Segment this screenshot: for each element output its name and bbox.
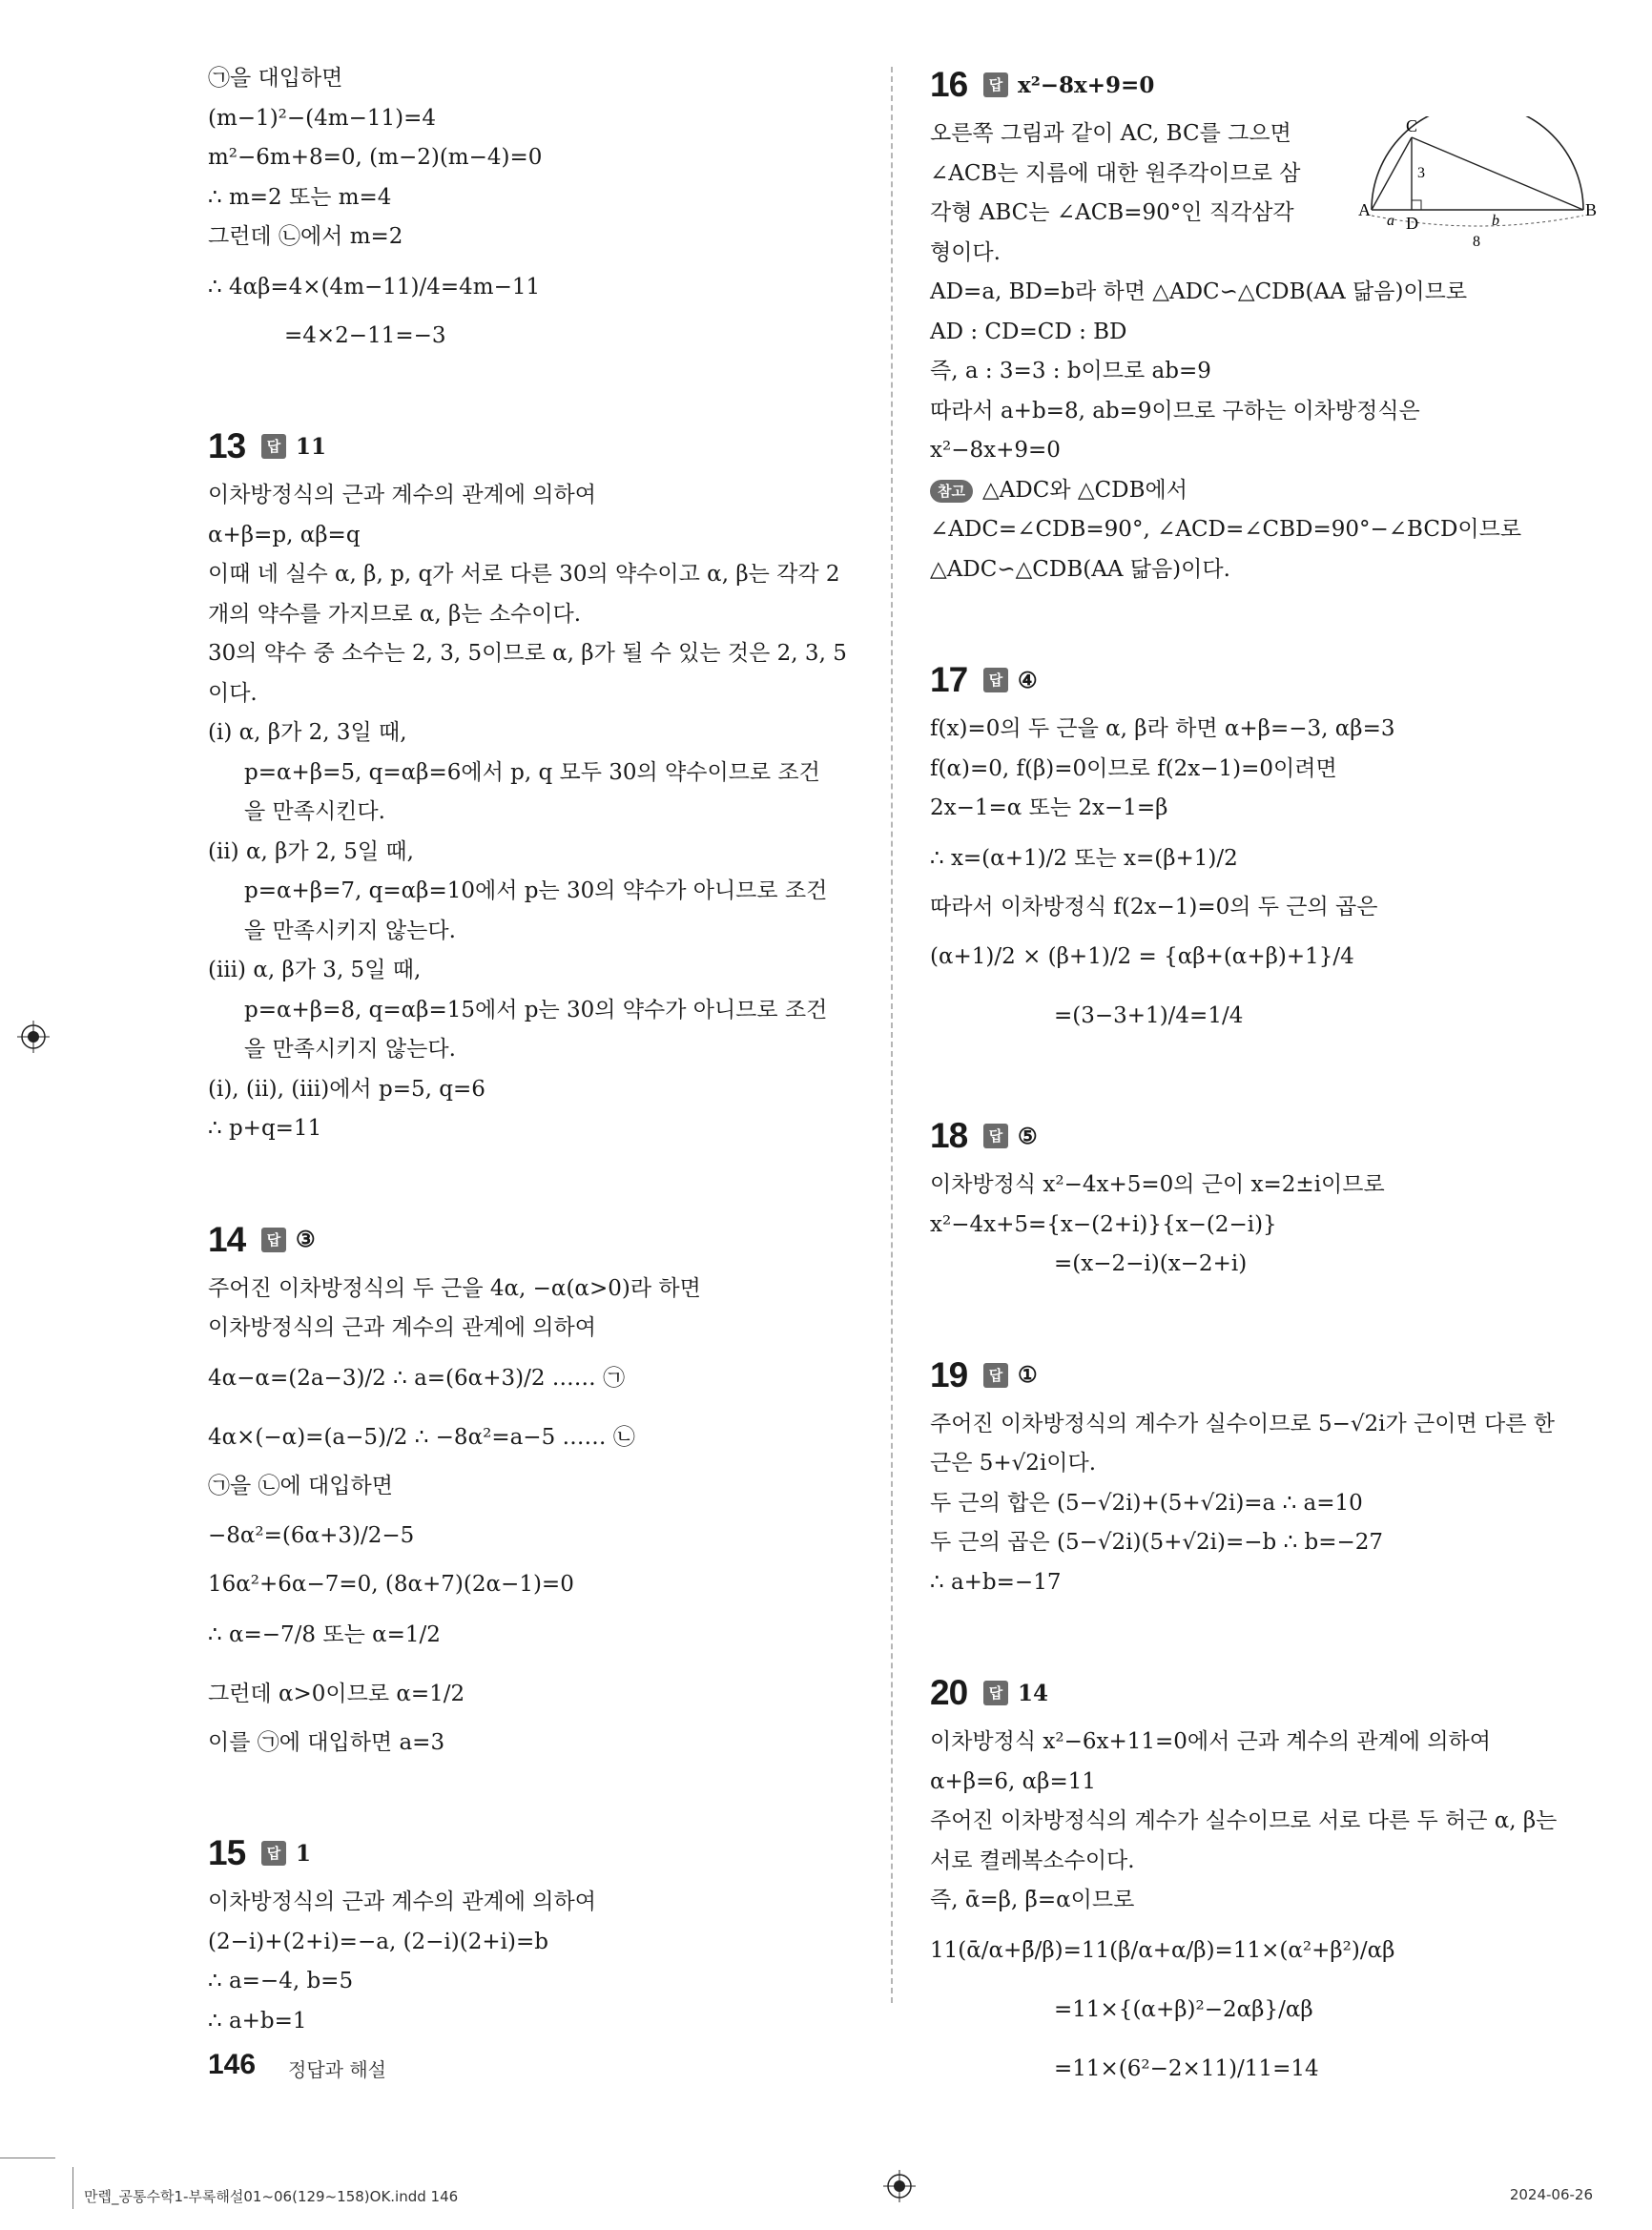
text-line: p=α+β=5, q=αβ=6에서 p, q 모두 30의 약수이므로 조건: [244, 759, 820, 785]
answer-value: x²−8x+9=0: [1018, 72, 1155, 98]
text-line: △ADC∽△CDB(AA 닮음)이다.: [930, 556, 1230, 582]
problem-20-header: [930, 1667, 1588, 1719]
text-line: 이차방정식 x²−6x+11=0에서 근과 계수의 관계에 의하여: [930, 1729, 1491, 1754]
text-line: ∴ p+q=11: [208, 1116, 322, 1141]
text-line: (ⅱ) α, β가 2, 5일 때,: [208, 838, 414, 864]
text-line: 11(ᾱ/α+β̄/β)=11(β/α+α/β)=11×(α²+β²)/αβ: [930, 1937, 1395, 1963]
answer-badge: 답: [261, 1841, 286, 1866]
text-line: =11×{(α+β)²−2αβ}/αβ: [1054, 1996, 1313, 2022]
text-line: 즉, a : 3=3 : b이므로 ab=9: [930, 359, 1211, 383]
text-line: m²−6m+8=0, (m−2)(m−4)=0: [208, 145, 543, 170]
column-divider: [891, 67, 893, 2003]
note-line: [930, 471, 1588, 511]
text-line: AD=a, BD=b라 하면 △ADC∽△CDB(AA 닮음)이므로: [930, 279, 1468, 304]
problem-number: 20: [930, 1673, 968, 1712]
right-column: [930, 59, 1588, 2098]
label-a: A: [1358, 200, 1371, 219]
text-line: ∴ m=2 또는 m=4: [208, 184, 392, 210]
answer-badge: 답: [983, 668, 1008, 692]
text-line: 주어진 이차방정식의 계수가 실수이므로 5−√2i가 근이면 다른 한: [930, 1411, 1555, 1436]
text-line: 형이다.: [930, 239, 1001, 265]
label-b: B: [1585, 200, 1597, 219]
text-line: 이차방정식 x²−4x+5=0의 근이 x=2±i이므로: [930, 1172, 1385, 1197]
text-line: (α+1)/2 × (β+1)/2 = {αβ+(α+β)+1}/4: [930, 944, 1354, 969]
text-line: −8α²=(6α+3)/2−5: [208, 1523, 415, 1548]
page-number: 146: [208, 2049, 257, 2080]
footer-label: 정답과 해설: [288, 2058, 386, 2081]
answer-value: ③: [296, 1227, 316, 1252]
print-date: 2024-06-26: [1509, 2186, 1593, 2203]
text-line: (ⅲ) α, β가 3, 5일 때,: [208, 958, 422, 982]
text-line: =11×(6²−2×11)/11=14: [1054, 2055, 1319, 2081]
right-angle-mark: [1412, 200, 1421, 210]
label-b-length: b: [1492, 213, 1499, 229]
text-line: α+β=6, αβ=11: [930, 1768, 1096, 1794]
text-line: ㉠을 ㉡에 대입하면: [208, 1473, 393, 1498]
text-line: 2x−1=α 또는 2x−1=β: [930, 795, 1168, 820]
text-line: ∠ACB는 지름에 대한 원주각이므로 삼: [930, 160, 1301, 186]
text-line: 두 근의 곱은 (5−√2i)(5+√2i)=−b ∴ b=−27: [930, 1530, 1384, 1555]
problem-15-header: [208, 1827, 866, 1879]
answer-value: ⑤: [1018, 1123, 1038, 1149]
text-line: 4α−α=(2a−3)/2 ∴ a=(6α+3)/2 …… ㉠: [208, 1365, 626, 1391]
answer-badge: 답: [983, 1124, 1008, 1148]
problem-13-header: [208, 421, 866, 472]
text-line: 즉, ᾱ=β, β̄=α이므로: [930, 1888, 1135, 1912]
text-line: 이를 ㉠에 대입하면 a=3: [208, 1729, 445, 1755]
label-8: 8: [1473, 234, 1480, 250]
crop-mark: [72, 2167, 73, 2209]
text-line: 개의 약수를 가지므로 α, β는 소수이다.: [208, 601, 582, 627]
answer-badge: 답: [983, 1681, 1008, 1705]
text-line: ∴ a=−4, b=5: [208, 1969, 354, 1993]
answer-value: ①: [1018, 1362, 1038, 1388]
label-3: 3: [1417, 165, 1425, 181]
text-line: f(α)=0, f(β)=0이므로 f(2x−1)=0이려면: [930, 755, 1337, 781]
problem-number: 17: [930, 660, 968, 699]
answer-badge: 답: [983, 1363, 1008, 1388]
text-line: 이차방정식의 근과 계수의 관계에 의하여: [208, 483, 596, 507]
text-line: ∠ADC=∠CDB=90°, ∠ACD=∠CBD=90°−∠BCD이므로: [930, 517, 1522, 542]
text-line: ∴ x=(α+1)/2 또는 x=(β+1)/2: [930, 845, 1238, 871]
problem-number: 13: [208, 426, 246, 465]
registration-mark: [883, 2170, 916, 2202]
text-line: x²−4x+5={x−(2+i)}{x−(2−i)}: [930, 1211, 1277, 1237]
brace-8: [1372, 216, 1583, 226]
segment-bc: [1412, 137, 1583, 210]
text-line: 4α×(−α)=(a−5)/2 ∴ −8α²=a−5 …… ㉡: [208, 1424, 635, 1450]
text-line: ㉠을 대입하면: [208, 66, 343, 91]
text-line: ∴ α=−7/8 또는 α=1/2: [208, 1621, 441, 1647]
text-line: 주어진 이차방정식의 두 근을 4α, −α(α>0)라 하면: [208, 1275, 701, 1301]
answer-value: 14: [1018, 1680, 1049, 1706]
answer-value: 1: [296, 1840, 312, 1867]
answer-value: ④: [1018, 667, 1038, 693]
label-a-length: a: [1387, 213, 1394, 229]
text-line: ∴ a+b=1: [208, 2008, 307, 2034]
left-column: [208, 59, 866, 2041]
text-line: x²−8x+9=0: [930, 438, 1061, 463]
text-line: 이차방정식의 근과 계수의 관계에 의하여: [208, 1889, 596, 1914]
note-badge: 참고: [930, 480, 973, 503]
text-line: =(3−3+1)/4=1/4: [1054, 1003, 1244, 1028]
answer-value: 11: [296, 433, 327, 460]
problem-18-header: [930, 1110, 1588, 1162]
registration-mark: [17, 1021, 50, 1053]
text-line: (m−1)²−(4m−11)=4: [208, 105, 436, 131]
text-line: f(x)=0의 두 근을 α, β라 하면 α+β=−3, αβ=3: [930, 716, 1395, 741]
text-line: 30의 약수 중 소수는 2, 3, 5이므로 α, β가 될 수 있는 것은 2, 3, 5: [208, 641, 847, 666]
text-line: (ⅰ), (ⅱ), (ⅲ)에서 p=5, q=6: [208, 1076, 485, 1102]
problem-17-header: [930, 654, 1588, 706]
problem-19-header: [930, 1350, 1588, 1401]
text-line: 을 만족시키지 않는다.: [244, 918, 456, 943]
text-line: 근은 5+√2i이다.: [930, 1451, 1097, 1476]
text-line: (2−i)+(2+i)=−a, (2−i)(2+i)=b: [208, 1929, 548, 1954]
text-line: 서로 켤레복소수이다.: [930, 1848, 1135, 1873]
text-line: =4×2−11=−3: [284, 322, 446, 348]
text-line: 그런데 ㉡에서 m=2: [208, 224, 403, 249]
text-line: 16α²+6α−7=0, (8α+7)(2α−1)=0: [208, 1572, 574, 1597]
label-c: C: [1406, 116, 1418, 135]
label-d: D: [1406, 214, 1418, 233]
text-line: (ⅰ) α, β가 2, 3일 때,: [208, 720, 407, 745]
problem-number: 16: [930, 65, 968, 104]
text-line: p=α+β=7, q=αβ=10에서 p는 30의 약수가 아니므로 조건: [244, 878, 828, 903]
problem-number: 19: [930, 1354, 968, 1394]
text-line: 이다.: [208, 680, 258, 706]
problem-14-header: [208, 1214, 866, 1266]
answer-badge: 답: [261, 434, 286, 459]
text-line: 따라서 이차방정식 f(2x−1)=0의 두 근의 곱은: [930, 894, 1378, 919]
text-line: 을 만족시키지 않는다.: [244, 1037, 456, 1062]
note-text: △ADC와 △CDB에서: [981, 477, 1187, 503]
text-line: 따라서 a+b=8, ab=9이므로 구하는 이차방정식은: [930, 398, 1420, 423]
problem-16-header: [930, 59, 1588, 111]
text-line: AD : CD=CD : BD: [930, 319, 1127, 344]
text-line: 오른쪽 그림과 같이 AC, BC를 그으면: [930, 121, 1291, 146]
text-line: ∴ a+b=−17: [930, 1569, 1062, 1595]
text-line: 두 근의 합은 (5−√2i)+(5+√2i)=a ∴ a=10: [930, 1490, 1363, 1516]
file-slug: 만렙_공통수학1-부록해설01~06(129~158)OK.indd 146: [84, 2188, 459, 2205]
text-line: 이차방정식의 근과 계수의 관계에 의하여: [208, 1315, 596, 1340]
problem-number: 18: [930, 1116, 968, 1155]
text-line: =(x−2−i)(x−2+i): [1054, 1251, 1248, 1276]
answer-badge: 답: [261, 1228, 286, 1252]
problem-number: 14: [208, 1219, 246, 1259]
text-line: ∴ 4αβ=4×(4m−11)/4=4m−11: [208, 274, 541, 299]
text-line: 이때 네 실수 α, β, p, q가 서로 다른 30의 약수이고 α, β는 각각 2: [208, 562, 840, 587]
text-line: p=α+β=8, q=αβ=15에서 p는 30의 약수가 아니므로 조건: [244, 997, 828, 1022]
answer-badge: 답: [983, 72, 1008, 97]
text-line: 그런데 α>0이므로 α=1/2: [208, 1681, 465, 1706]
text-line: 주어진 이차방정식의 계수가 실수이므로 서로 다른 두 허근 α, β는: [930, 1808, 1558, 1833]
problem-number: 15: [208, 1833, 246, 1872]
text-line: 을 만족시킨다.: [244, 799, 385, 824]
text-line: α+β=p, αβ=q: [208, 522, 361, 547]
text-line: 각형 ABC는 ∠ACB=90°인 직각삼각: [930, 200, 1294, 225]
semicircle-figure: [1358, 116, 1597, 259]
